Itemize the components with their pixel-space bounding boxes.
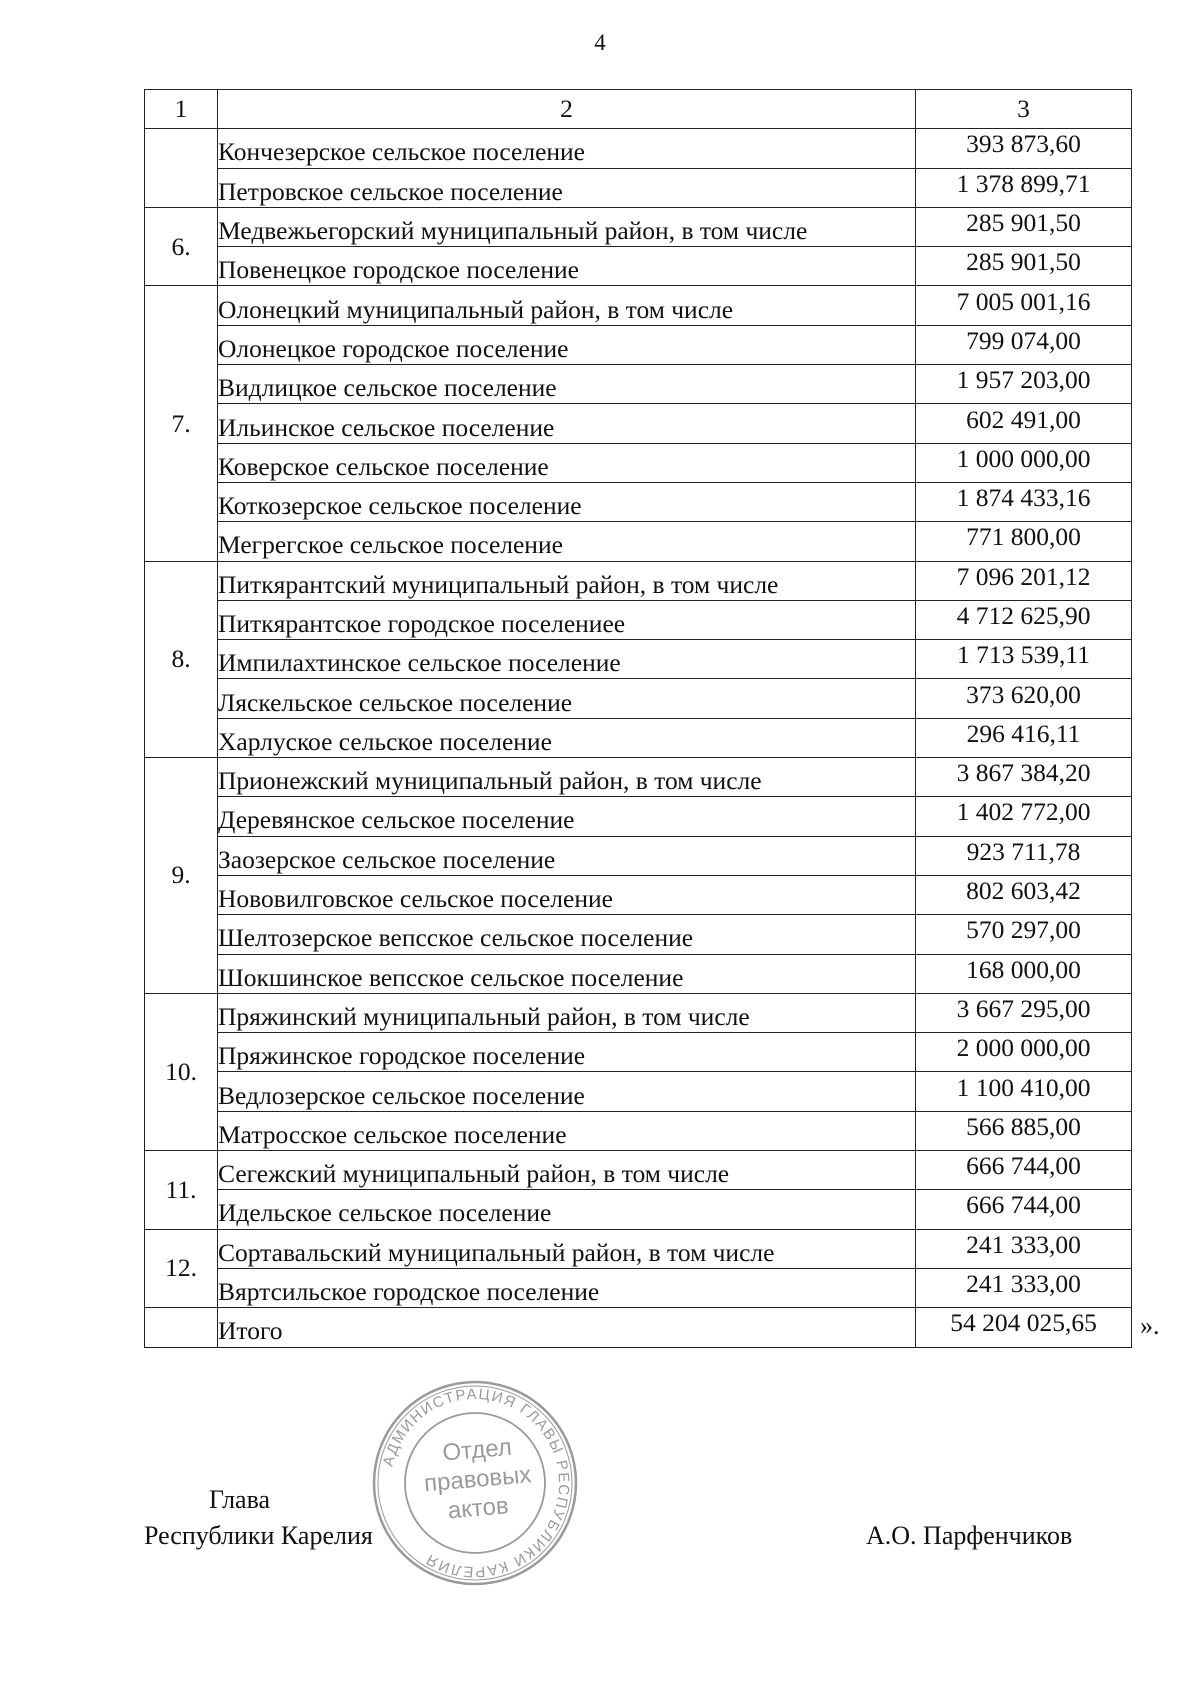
row-name [218,522,916,561]
row-name-text: Пряжинское городское поселение [218,1041,586,1071]
row-amount [916,325,1132,364]
row-amount-text: 241 333,00 [966,1269,1081,1299]
row-name-text: Петровское сельское поселение [218,176,563,206]
row-name [218,129,916,168]
row-name [218,1268,916,1307]
table-row [145,758,1132,797]
row-amount-text: 7 096 201,12 [956,561,1091,591]
table-row [145,168,1132,207]
row-amount-text: 285 901,50 [966,247,1081,277]
row-name [218,640,916,679]
table-row [145,679,1132,718]
row-name-text: Идельское сельское поселение [218,1198,552,1228]
row-amount [916,758,1132,797]
row-name [218,1033,916,1072]
table-row [145,207,1132,246]
row-amount [916,365,1132,404]
page-number: 4 [594,30,606,55]
table-row [145,1268,1132,1307]
row-amount [916,718,1132,757]
table-row [145,325,1132,364]
table-row [145,915,1132,954]
row-name [218,1229,916,1268]
row-name-text: Пряжинский муниципальный район, в том числе [218,1001,750,1031]
row-number [145,129,218,208]
row-amount [916,482,1132,521]
row-amount [916,600,1132,639]
table-row [145,286,1132,325]
table-row [145,640,1132,679]
table-row [145,875,1132,914]
row-amount [916,1229,1132,1268]
stamp-center-line-3: актов [446,1492,510,1525]
row-name-text: Питкярантское городское поселениее [218,609,626,638]
row-amount [916,640,1132,679]
row-name [218,993,916,1032]
row-name-text: Деревянское сельское поселение [218,805,575,835]
row-amount-text: 7 005 001,16 [956,286,1091,316]
row-amount [916,1308,1132,1347]
table-row [145,522,1132,561]
table-row [145,836,1132,875]
row-amount-text: 393 873,60 [966,129,1081,159]
signature-title-line-1: Глава [209,1485,271,1514]
table-row [145,404,1132,443]
row-amount-text: 1 402 772,00 [956,797,1091,827]
table-row [145,993,1132,1032]
signatory-name: А.О. Парфенчиков [866,1521,1073,1550]
signature-title [144,1482,373,1554]
table-row [145,443,1132,482]
row-number: 8. [145,561,218,757]
column-header-amount: 3 [916,90,1132,129]
row-amount [916,443,1132,482]
row-name [218,286,916,325]
row-number: 11. [145,1151,218,1230]
row-name-text: Нововилговское сельское поселение [218,884,613,914]
table-row [145,1308,1132,1347]
table-row [145,954,1132,993]
row-number: 12. [145,1229,218,1308]
row-name [218,404,916,443]
row-name [218,1151,916,1190]
row-amount [916,797,1132,836]
stamp-center-line-1: Отдел [441,1433,513,1467]
row-amount [916,1033,1132,1072]
row-number: 7. [145,286,218,561]
row-name [218,1111,916,1150]
row-amount-text: 54 204 025,65 [950,1308,1097,1338]
table-row [145,129,1132,168]
row-name-text: Олонецкий муниципальный район, в том числе [218,294,734,324]
row-amount [916,286,1132,325]
column-header-name: 2 [218,90,916,129]
row-number [145,1308,218,1347]
row-amount [916,954,1132,993]
row-number: 9. [145,758,218,994]
row-name-text: Матросское сельское поселение [218,1119,567,1149]
row-amount [916,129,1132,168]
budget-distribution-table [144,89,1132,1348]
row-amount [916,404,1132,443]
row-number: 6. [145,207,218,286]
row-amount [916,993,1132,1032]
row-name [218,207,916,246]
row-name [218,954,916,993]
row-amount-text: 1 378 899,71 [956,168,1091,198]
table-row [145,1229,1132,1268]
row-number: 10. [145,993,218,1150]
row-name-text: Ляскельское сельское поселение [218,687,573,717]
table-row [145,1033,1132,1072]
row-amount-text: 1 957 203,00 [956,365,1091,395]
row-amount [916,522,1132,561]
table-header-row [145,90,1132,129]
row-amount-text: 1 874 433,16 [956,483,1091,513]
row-amount-text: 285 901,50 [966,208,1081,238]
row-amount-text: 799 074,00 [966,325,1081,355]
row-name-text: Харлуское сельское поселение [218,726,552,756]
row-amount-text: 602 491,00 [966,404,1081,434]
row-amount [916,561,1132,600]
row-amount [916,679,1132,718]
row-name [218,1190,916,1229]
table-row [145,1072,1132,1111]
table-row [145,797,1132,836]
row-name-text: Мегрегское сельское поселение [218,530,563,560]
row-amount [916,168,1132,207]
table-row [145,247,1132,286]
row-amount [916,1072,1132,1111]
table-row [145,365,1132,404]
row-amount-text: 570 297,00 [966,915,1081,945]
row-amount [916,915,1132,954]
row-name-text: Повенецкое городское поселение [218,255,579,285]
row-name-text: Ильинское сельское поселение [218,412,555,442]
closing-quote: ». [1140,1311,1160,1340]
row-amount-text: 1 000 000,00 [956,443,1091,473]
row-amount-text: 168 000,00 [966,954,1081,984]
row-name [218,443,916,482]
row-name-text: Коверское сельское поселение [218,451,549,481]
row-name [218,679,916,718]
table-row [145,1190,1132,1229]
row-name-text: Кончезерское сельское поселение [218,137,585,167]
row-name [218,915,916,954]
row-amount-text: 666 744,00 [966,1190,1081,1220]
column-header-number: 1 [145,90,218,129]
row-amount-text: 296 416,11 [966,718,1081,748]
row-name-text: Прионежский муниципальный район, в том числе [218,766,762,796]
row-amount [916,207,1132,246]
signature-title-line-2: Республики Карелия [144,1521,373,1550]
row-name-text: Импилахтинское сельское поселение [218,648,621,678]
row-name-text: Шокшинское вепсское сельское поселение [218,962,684,992]
row-amount [916,1190,1132,1229]
row-name-text: Сегежский муниципальный район, в том числе [218,1159,730,1189]
table-row [145,1151,1132,1190]
row-name [218,1072,916,1111]
row-name-text: Медвежьегорский муниципальный район, в том числе [218,216,808,246]
row-name-text: Питкярантский муниципальный район, в том числе [218,569,779,599]
row-amount-text: 2 000 000,00 [956,1033,1091,1063]
row-amount [916,1151,1132,1190]
row-name [218,600,916,639]
row-name [218,325,916,364]
row-amount-text: 666 744,00 [966,1151,1081,1181]
row-amount-text: 802 603,42 [966,876,1081,906]
row-amount [916,875,1132,914]
table-row [145,718,1132,757]
row-name [218,247,916,286]
row-name [218,875,916,914]
row-amount [916,247,1132,286]
row-amount-text: 566 885,00 [966,1111,1081,1141]
row-amount [916,1111,1132,1150]
row-amount-text: 923 711,78 [966,836,1081,866]
row-name-text: Вяртсильское городское поселение [218,1277,600,1307]
table-row [145,1111,1132,1150]
row-amount [916,836,1132,875]
table-row [145,482,1132,521]
row-amount-text: 1 100 410,00 [956,1072,1091,1102]
row-amount-text: 771 800,00 [966,522,1081,552]
row-name [218,561,916,600]
row-name [218,482,916,521]
row-name-text: Олонецкое городское поселение [218,333,569,363]
stamp-center-line-2: правовых [422,1461,533,1498]
row-name-text: Шелтозерское вепсское сельское поселение [218,923,694,953]
row-amount-text: 3 867 384,20 [956,758,1091,788]
row-amount-text: 373 620,00 [966,679,1081,709]
official-stamp [370,1378,580,1588]
row-name [218,365,916,404]
row-name [218,1308,916,1347]
row-name [218,836,916,875]
row-name-text: Видлицкое сельское поселение [218,373,557,403]
row-amount-text: 241 333,00 [966,1229,1081,1259]
table-row [145,600,1132,639]
row-name [218,758,916,797]
row-name-text: Коткозерское сельское поселение [218,491,582,521]
row-name-text: Сортавальский муниципальный район, в том числе [218,1237,775,1267]
row-name [218,797,916,836]
row-name-text: Итого [218,1316,283,1346]
row-amount-text: 3 667 295,00 [956,993,1091,1023]
row-amount-text: 1 713 539,11 [957,640,1090,670]
table-row [145,561,1132,600]
row-name [218,168,916,207]
stamp-ring-text: АДМИНИСТРАЦИЯ ГЛАВЫ РЕСПУБЛИКИ КАРЕЛИЯ [379,1385,573,1581]
row-name-text: Заозерское сельское поселение [218,844,556,874]
row-amount [916,1268,1132,1307]
row-name [218,718,916,757]
row-name-text: Ведлозерское сельское поселение [218,1080,585,1110]
row-amount-text: 4 712 625,90 [956,601,1091,630]
